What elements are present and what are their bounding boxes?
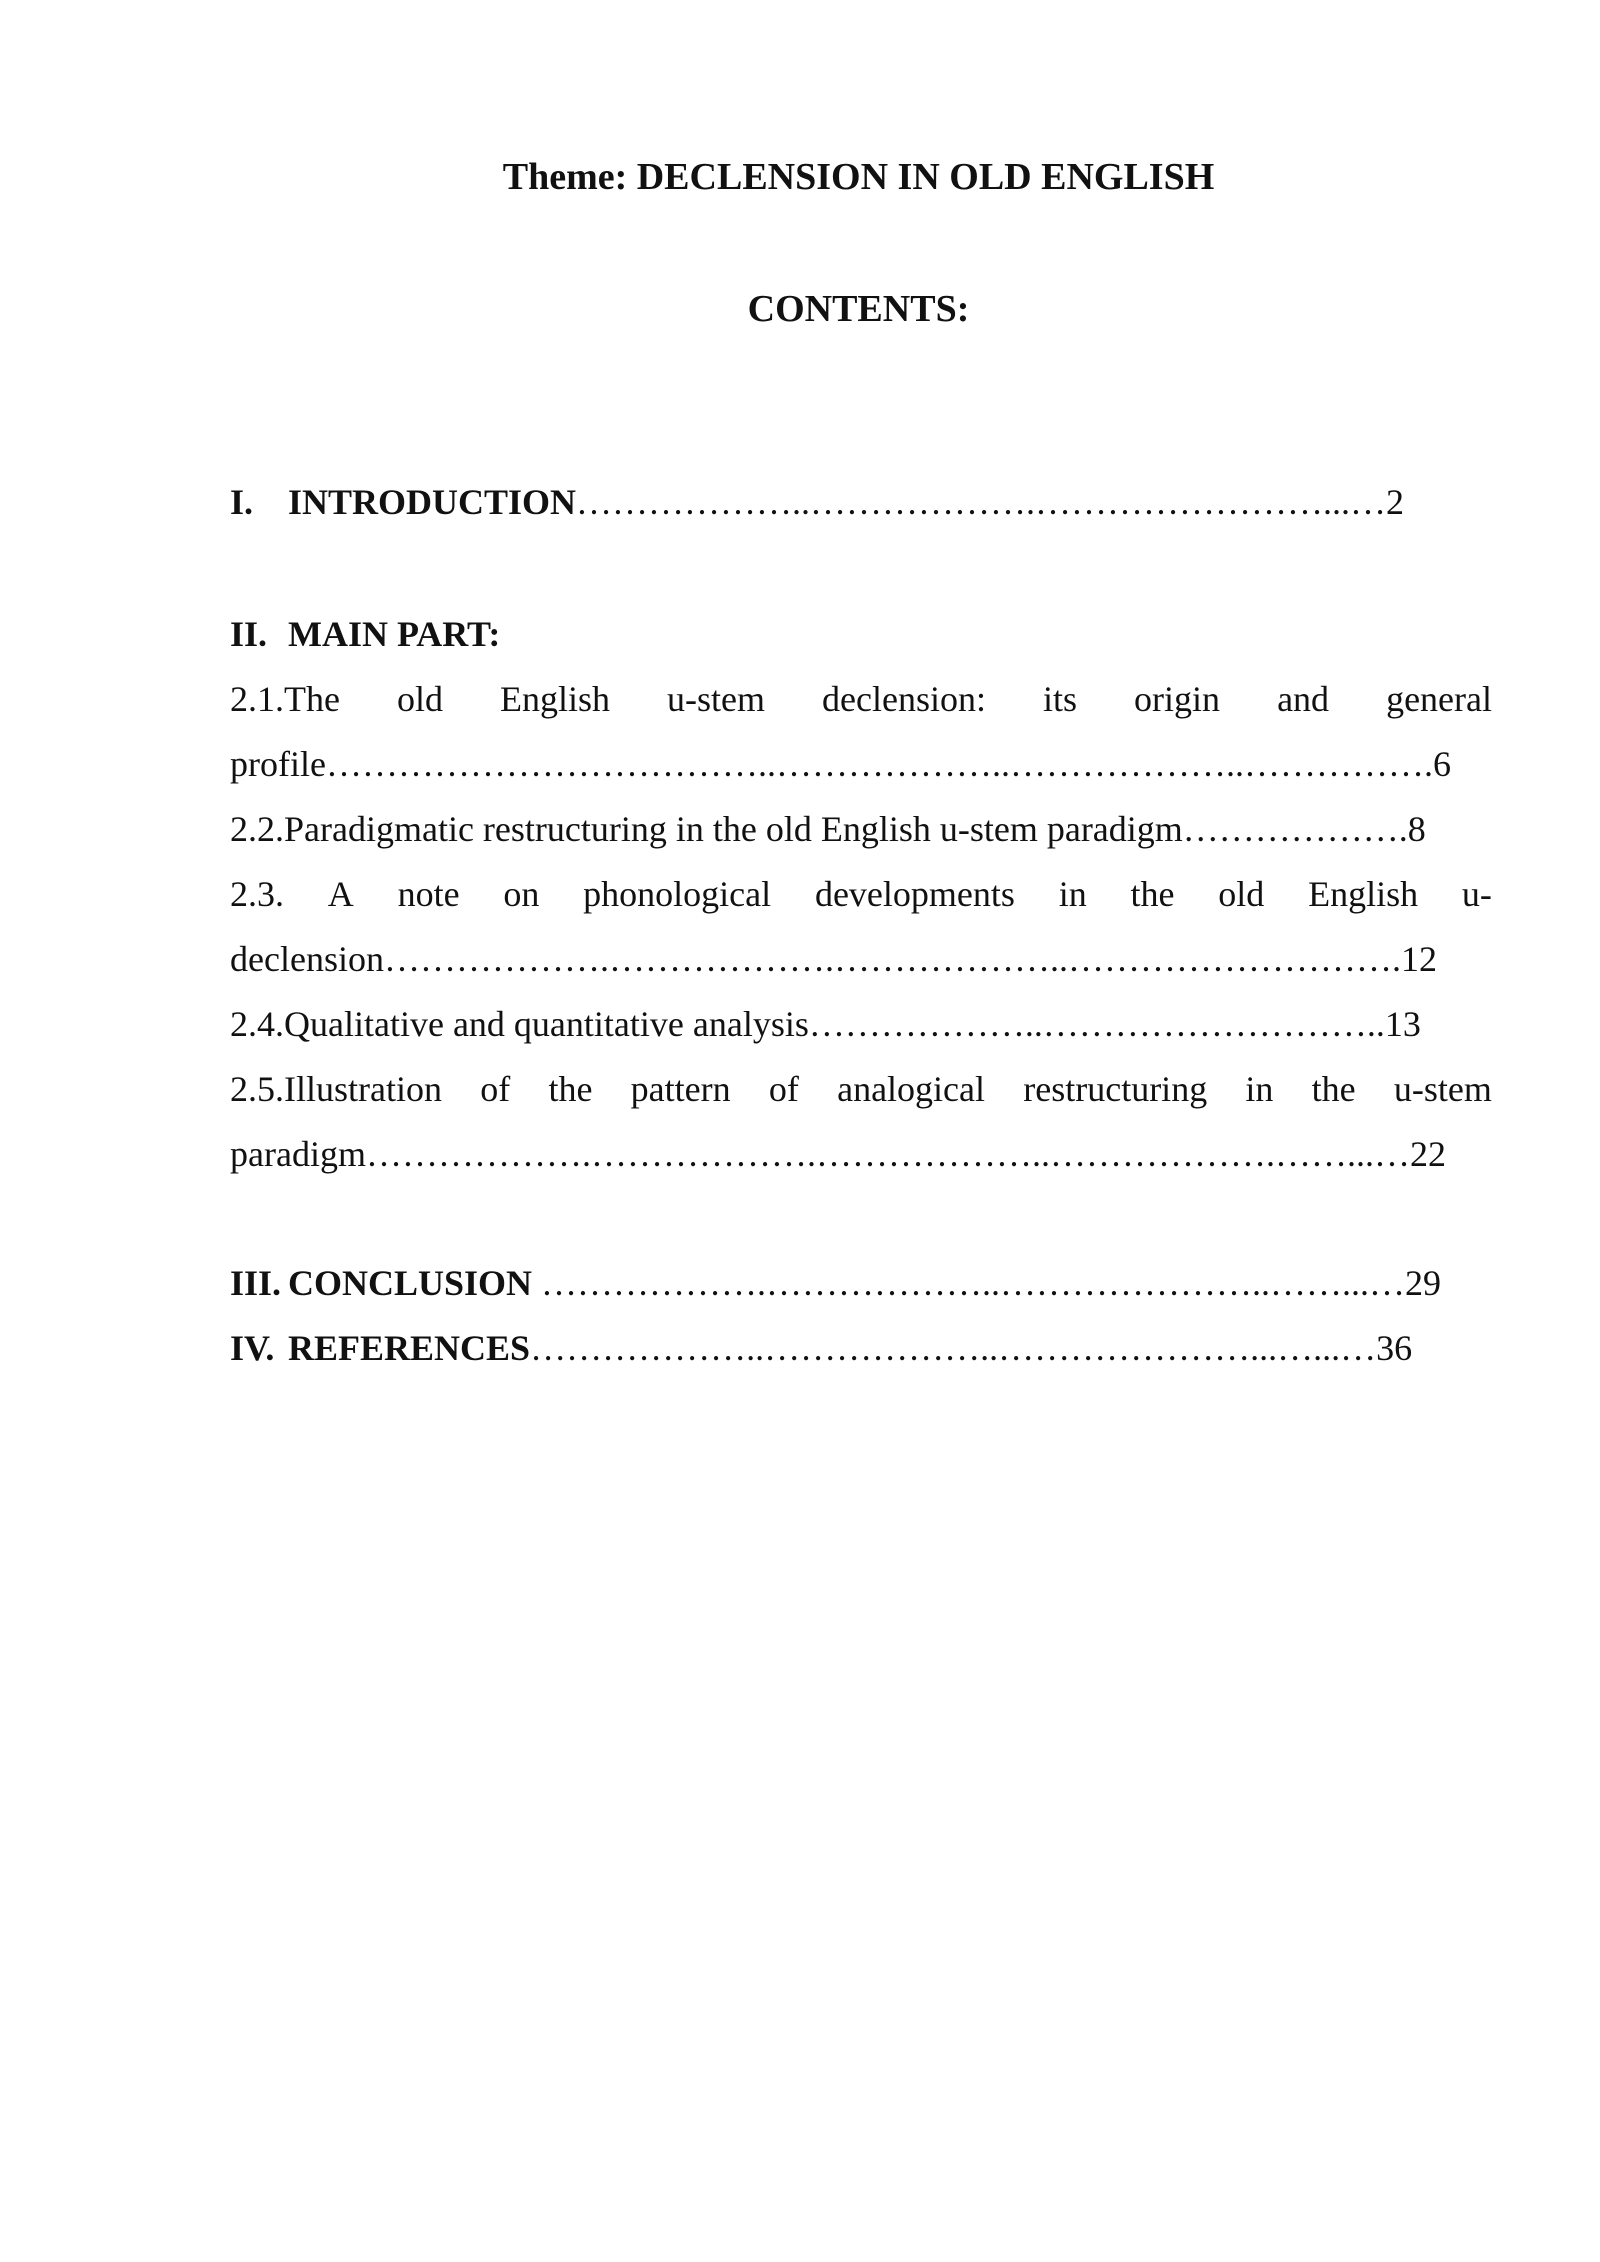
toc-word: old <box>396 679 443 719</box>
toc-page: 8 <box>1407 809 1426 849</box>
toc-number: 2.1. <box>230 679 284 719</box>
toc-word: u-stem <box>667 679 766 719</box>
toc-leader: ………………………………..………………..………………..……………. <box>325 744 1433 784</box>
toc-page: 36 <box>1376 1328 1413 1368</box>
toc-entry-2-3-continued <box>230 941 1437 977</box>
toc-word: on <box>503 874 540 914</box>
toc-leader: ……………….……………….………………..………………………. <box>383 939 1401 979</box>
toc-leader: ………………..………………..…………………...…...… <box>530 1328 1377 1368</box>
toc-word: A <box>327 874 354 914</box>
toc-leader: ………………..……………….……………………...… <box>576 482 1387 522</box>
toc-word: 2.1.The <box>230 679 340 719</box>
toc-word: general <box>1386 679 1492 719</box>
toc-entry-introduction <box>230 484 1404 520</box>
contents-heading: CONTENTS: <box>747 288 970 330</box>
toc-entry-2-3 <box>230 876 1492 912</box>
toc-entry-2-1-continued <box>230 746 1451 782</box>
toc-label: REFERENCES <box>288 1328 531 1368</box>
toc-word: note <box>397 874 460 914</box>
toc-entry-2-5 <box>230 1071 1492 1107</box>
toc-page: 22 <box>1409 1134 1446 1174</box>
toc-word: the <box>1130 874 1175 914</box>
document-title: Theme: DECLENSION IN OLD ENGLISH <box>502 156 1215 198</box>
toc-word: declension: <box>822 679 986 719</box>
toc-entry-references <box>230 1330 1412 1366</box>
toc-label: Paradigmatic restructuring in the old English u-stem paradigm <box>284 809 1183 849</box>
toc-label: paradigm <box>230 1134 366 1174</box>
toc-word: in <box>1245 1069 1274 1109</box>
toc-leader: ………………..……………………….. <box>808 1004 1385 1044</box>
toc-word: phonological <box>583 874 772 914</box>
toc-word: the <box>548 1069 593 1109</box>
toc-word: u- <box>1461 874 1492 914</box>
toc-entry-main-part <box>230 616 500 652</box>
toc-leader: ……………….……………….………………..……………….……...… <box>365 1134 1410 1174</box>
toc-word: in <box>1058 874 1087 914</box>
toc-number: 2.5. <box>230 1069 284 1109</box>
toc-entry-conclusion <box>230 1265 1441 1301</box>
toc-number: 2.2. <box>230 809 284 849</box>
toc-entry-2-4 <box>230 1006 1421 1042</box>
toc-word: pattern <box>630 1069 731 1109</box>
toc-page: 2 <box>1386 482 1405 522</box>
toc-label: INTRODUCTION <box>288 482 577 522</box>
toc-word: restructuring <box>1023 1069 1208 1109</box>
toc-number: IV. <box>230 1328 275 1368</box>
toc-word: and <box>1277 679 1330 719</box>
toc-leader: ……………….………………..…………………..……...… <box>532 1263 1406 1303</box>
toc-word: English <box>1308 874 1419 914</box>
toc-word: u-stem <box>1393 1069 1492 1109</box>
toc-number: III. <box>230 1263 282 1303</box>
toc-leader: ………………. <box>1182 809 1408 849</box>
toc-number: 2.3. <box>230 874 284 914</box>
toc-number: I. <box>230 482 254 522</box>
toc-word: developments <box>814 874 1015 914</box>
toc-page: 13 <box>1384 1004 1421 1044</box>
toc-label: declension <box>230 939 384 979</box>
toc-entry-2-1 <box>230 681 1492 717</box>
toc-page: 12 <box>1400 939 1437 979</box>
toc-word: of <box>480 1069 511 1109</box>
toc-entry-2-2 <box>230 811 1426 847</box>
toc-word: its <box>1043 679 1078 719</box>
toc-word: English <box>500 679 611 719</box>
toc-word: 2.5.Illustration <box>230 1069 442 1109</box>
toc-label: CONCLUSION <box>288 1263 533 1303</box>
toc-entry-2-5-continued <box>230 1136 1446 1172</box>
toc-page: 29 <box>1405 1263 1442 1303</box>
toc-label: MAIN PART: <box>288 614 501 654</box>
toc-word: analogical <box>837 1069 986 1109</box>
toc-word: old <box>1218 874 1265 914</box>
toc-number: 2.4. <box>230 1004 284 1044</box>
toc-word: of <box>768 1069 799 1109</box>
toc-label: profile <box>230 744 326 784</box>
toc-page: 6 <box>1432 744 1451 784</box>
toc-number: II. <box>230 614 268 654</box>
toc-label: Qualitative and quantitative analysis <box>284 1004 809 1044</box>
toc-word: origin <box>1134 679 1221 719</box>
toc-word: the <box>1311 1069 1356 1109</box>
